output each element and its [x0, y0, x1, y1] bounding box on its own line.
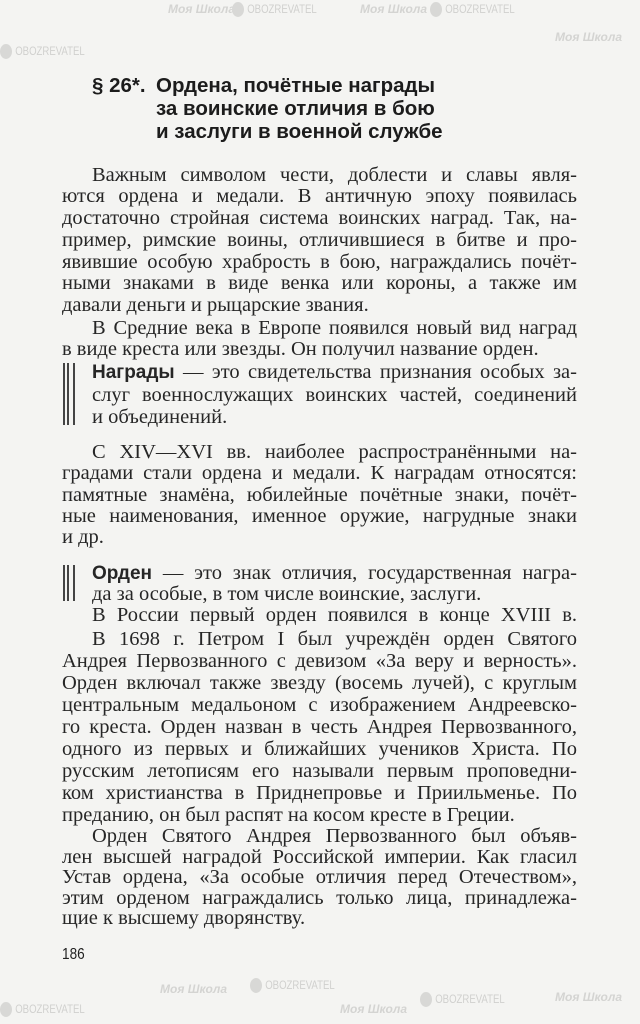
text-line: го креста. Орден назван в честь Андрея Первозванного,	[62, 715, 577, 738]
definition-block	[92, 563, 577, 604]
watermark-obozrevatel: OBOZREVATEL	[0, 1002, 85, 1017]
text-line: В 1698 г. Петром I был учреждён орден Святого	[92, 627, 577, 650]
text-line: Андрея Первозванного с девизом «За веру и верность».	[62, 649, 577, 672]
text-line: лен высшей наградой Российской империи. Как гласил	[62, 846, 577, 867]
watermark-moya-shkola: Моя Школа	[160, 982, 228, 996]
text-line: ными знаками в виде венка или короны, а также им	[62, 273, 577, 295]
text-line: Награды — это свидетельства признания особых за-	[92, 361, 577, 383]
page-number: 186	[62, 946, 85, 963]
text-line: достаточно стройная система воинских наград. Так, на-	[62, 208, 577, 230]
watermark-obozrevatel: OBOZREVATEL	[232, 2, 317, 17]
text-line: ком христианства в Приднепровье и Приильменье. По	[62, 781, 577, 804]
paragraph	[62, 165, 577, 318]
text-line: ются ордена и медали. В античную эпоху появилась	[62, 186, 577, 208]
text-line: пример, римские воины, отличившиеся в битве и про-	[62, 229, 577, 251]
paragraph	[62, 318, 577, 362]
paragraph	[62, 442, 577, 548]
text-line: Орден — это знак отличия, государственная награ-	[92, 563, 577, 584]
text-line: памятные знамёна, юбилейные почётные знаки, почёт-	[62, 484, 577, 506]
definition-marker-bars	[63, 363, 75, 425]
watermark-moya-shkola: Моя Школа	[340, 1002, 408, 1016]
watermark-obozrevatel: OBOZREVATEL	[250, 978, 335, 993]
text-line: преданию, он был распят на косом кресте в Греции.	[62, 803, 515, 826]
text-line: Орден Святого Андрея Первозванного был объяв-	[92, 826, 577, 847]
paragraph	[62, 826, 577, 929]
text-line: слуг военнослужащих воинских частей, соединений	[92, 384, 577, 406]
definition-block	[92, 361, 577, 428]
text-line: центральным медальоном с изображением Андреевско-	[62, 693, 577, 716]
watermark-obozrevatel: OBOZREVATEL	[420, 992, 505, 1007]
text-line: градами стали ордена и медали. К наградам относятся:	[62, 463, 577, 485]
text-line: В Средние века в Европе появился новый вид наград	[92, 317, 577, 339]
text-line: одного из первых и ближайших учеников Христа. По	[62, 737, 577, 760]
definition-term: Орден	[92, 563, 153, 584]
text-line: ные наименования, именное оружие, нагрудные знаки	[62, 505, 577, 527]
text-line: С XIV—XVI вв. наиболее распространёнными на-	[92, 442, 577, 463]
text-line: русским летописям его называли первым проповедни-	[62, 759, 577, 782]
text-line: В России первый орден появился в конце XVIII в.	[92, 604, 577, 626]
text-line: этим орденом награждались только лица, принадлежа-	[62, 887, 577, 908]
text-line: и объединений.	[92, 406, 228, 428]
definition-marker-bars	[63, 565, 75, 601]
section-number: § 26*.	[92, 74, 146, 97]
text-line: Орден включал также звезду (восемь лучей), с круглым	[62, 671, 577, 694]
text-line: да за особые, в том числе воинские, заслуги.	[92, 584, 482, 604]
watermark-obozrevatel: OBOZREVATEL	[0, 44, 85, 59]
watermark-obozrevatel: OBOZREVATEL	[430, 2, 515, 17]
paragraph	[62, 628, 577, 826]
section-title-line: Ордена, почётные награды	[156, 74, 436, 97]
text-line: Устав ордена, «За особые отличия перед Отечеством»,	[62, 867, 577, 888]
watermark-moya-shkola: Моя Школа	[555, 30, 623, 44]
section-title	[92, 74, 443, 143]
watermark-moya-shkola: Моя Школа	[360, 2, 428, 16]
text-line: Важным символом чести, доблести и славы явля-	[92, 164, 577, 186]
text-line: в виде креста или звезды. Он получил название орден.	[62, 339, 539, 361]
definition-term: Награды	[92, 362, 175, 383]
text-line: давали деньги и рыцарские звания.	[62, 295, 369, 317]
section-title-line: за воинские отличия в бою	[156, 97, 435, 120]
section-title-line: и заслуги в военной службе	[156, 120, 443, 143]
watermark-moya-shkola: Моя Школа	[555, 990, 623, 1004]
paragraph	[62, 605, 577, 627]
text-line: щие к высшему дворянству.	[62, 908, 306, 929]
text-line: и др.	[62, 527, 104, 549]
watermark-moya-shkola: Моя Школа	[168, 2, 236, 16]
text-line: явившие особую храбрость в бою, награждались почёт-	[62, 251, 577, 273]
